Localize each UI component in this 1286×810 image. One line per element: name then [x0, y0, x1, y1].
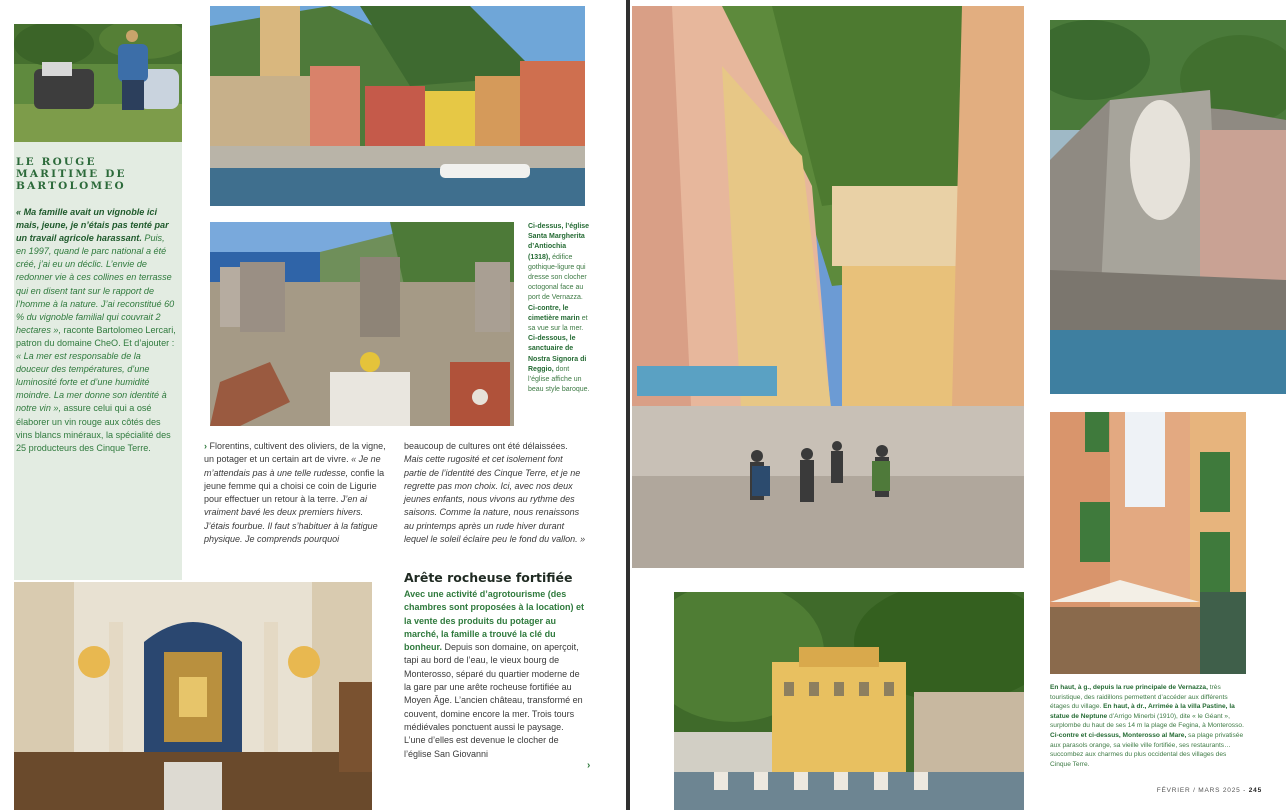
- neptune-statue-photo: [1050, 20, 1286, 394]
- sidebar-title: LE ROUGE MARITIME DE BARTOLOMEO: [16, 156, 127, 192]
- caption-left-b2: Ci-contre, le cimetière marin: [528, 304, 580, 322]
- article-column-1: [204, 440, 389, 546]
- caption-right-b2: En haut, à dr., Arrimée à la villa Pastine, la statue de Neptune: [1050, 703, 1235, 720]
- continue-arrow-icon: ›: [587, 760, 591, 771]
- section-heading: Arête rocheuse fortifiée: [404, 570, 573, 585]
- caption-left-t3: dont l’église affiche un beau style baroque.: [528, 365, 590, 394]
- section-body: Depuis son domaine, on aperçoit, tapi au bord de l’eau, le vieux bourg de Monterosso, séparé du quartier moderne de la gare par une arête rocheuse fortifiée au Moyen Âge. L’ancien château, transformé en couvent, domine encore la mer. Trois tours médiévales ponctuent aussi le paysage. L’une d’elles est devenue le clocher de l’église San Giovanni: [404, 642, 583, 759]
- sidebar-p2-italic: « La mer est responsable de la douceur des températures, d’une luminosité forte et d’une humidité moindre. La mer donne son identité à notre vin »,: [16, 351, 167, 414]
- column1-quote2: J’en ai vraiment bavé les deux premiers hivers. J’étais fourbue. Il faut s’habituer à la fatigue physique. Je comprends pourquoi: [204, 494, 378, 545]
- caption-left-t1: édifice gothique-ligure qui dresse son clocher octogonal face au port de Vernazza.: [528, 253, 587, 302]
- column1-p2: confie la jeune femme qui a choisi ce coin de Ligurie pour effectuer un retour à la terre.: [204, 467, 385, 505]
- article-column-2: [404, 440, 586, 546]
- caption-left-b3: Ci-dessous, le sanctuaire de Nostra Signora di Reggio,: [528, 335, 587, 373]
- column2-p1: beaucoup de cultures ont été délaissées.: [404, 441, 568, 451]
- caption-left-b1: Ci-dessus, l’église Santa Margherita d’Antiochia (1318),: [528, 223, 590, 261]
- caption-right: [1050, 683, 1246, 769]
- monterosso-restaurant-photo: [1050, 412, 1246, 674]
- column-start-arrow-icon: ›: [204, 441, 207, 451]
- sidebar-p1-italic: Puis, en 1997, quand le parc national a été créé, j’ai eu un déclic. L’envie de redonner vie à ces collines en terrasse qui en disent tant sur le rapport de l’homme à la nature. J’ai reconstitué 60 % du vignoble familial qui couvrait 2 hectares »,: [16, 233, 175, 335]
- vernazza-street-photo: [632, 6, 1024, 568]
- caption-left: [528, 222, 590, 395]
- section-lead: Avec une activité d’agrotourisme (des chambres sont proposées à la location) et la vente des produits du potager au marché, la famille a trouvé la clé du bonheur.: [404, 589, 585, 653]
- caption-right-b1: En haut, à g., depuis la rue principale de Vernazza,: [1050, 684, 1208, 691]
- cemetery-photo: [210, 222, 514, 426]
- column2-quote: Mais cette rugosité et cet isolement font partie de l’identité des Cinque Terre, et je ne regrette pas mon choix. Ici, avec nos deux jeunes enfants, nous vivons au rythme des saisons. Comme la nature, nous renaissons au printemps après un rude hiver durant lequel le soleil éclaire peu le fond du vallon. »: [404, 454, 586, 545]
- farmer-photo: [14, 24, 182, 142]
- sidebar-p2-normal: assure celui qui a osé élaborer un vin rouge aux côtés des vins blancs minéraux, la spécialité des 25 producteurs des Cinque Terre.: [16, 403, 171, 453]
- caption-right-t1: très touristique, des raidillons permettent d’accéder aux différents étages du village.: [1050, 684, 1228, 711]
- vernazza-harbour-photo: [210, 6, 585, 206]
- left-page: [0, 0, 626, 810]
- sidebar-p1-normal: raconte Bartolomeo Lercari, patron du domaine CheO. Et d’ajouter :: [16, 324, 176, 348]
- monterosso-villa-photo: [674, 592, 1024, 810]
- folio-date: FÉVRIER / MARS 2025: [1156, 787, 1241, 794]
- folio-separator: -: [1240, 787, 1249, 794]
- folio-page-number: 245: [1248, 787, 1262, 794]
- caption-right-b3: Ci-contre et ci-dessus, Monterosso al Mare,: [1050, 731, 1187, 739]
- right-page: [630, 0, 1286, 810]
- sidebar-quote-lead: « Ma famille avait un vignoble ici mais, jeune, je n’étais pas tenté par un travail agricole harassant.: [16, 207, 169, 244]
- page-folio: [1157, 787, 1262, 794]
- article-column-2-continued: [404, 588, 586, 761]
- caption-left-t2: et sa vue sur la mer.: [528, 314, 588, 333]
- column1-p1: Florentins, cultivent des oliviers, de la vigne, un potager et un certain art de vivre.: [204, 441, 386, 465]
- caption-right-t3: sa plage privatisée aux parasols orange, sa vieille ville fortifiée, ses restaurants… succombez aux charmes du plus occidental des villages des Cinque Terre.: [1050, 731, 1244, 768]
- caption-right-t2: d’Arrigo Minerbi (1910), dite « le Géant », surplombe du haut de ses 14 m la plage de Fegina, à Monterosso.: [1050, 712, 1244, 730]
- sidebar-text: [16, 206, 176, 455]
- church-interior-photo: [14, 582, 372, 810]
- column1-quote: « Je ne m’attendais pas à une telle rudesse,: [204, 454, 381, 478]
